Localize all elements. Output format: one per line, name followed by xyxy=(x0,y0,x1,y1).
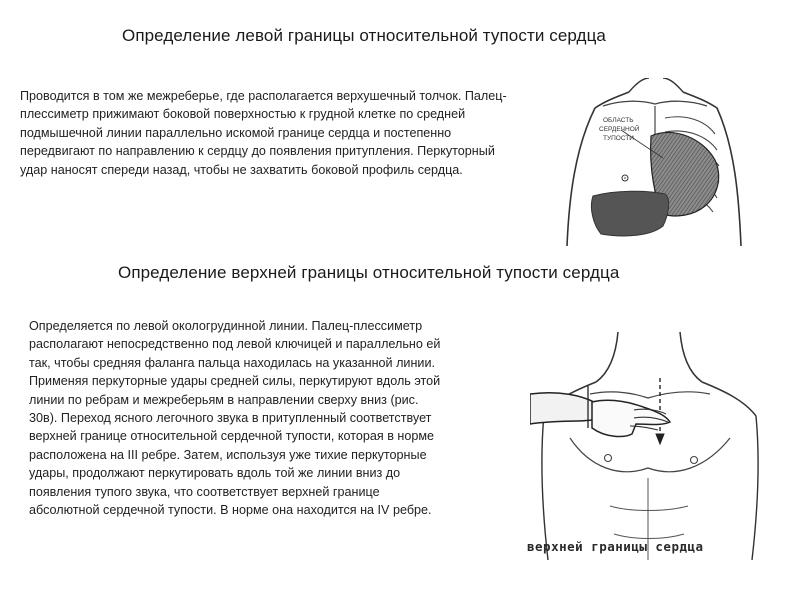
chest-percussion-figure xyxy=(530,328,770,560)
examiner-arm xyxy=(530,393,594,424)
neck-outline xyxy=(629,78,683,92)
title-left-border: Определение левой границы относительной тупости сердца xyxy=(122,26,606,45)
pectoral-outline xyxy=(570,438,730,472)
nipple-right xyxy=(691,457,698,464)
paragraph-left-border: Проводится в том же межреберье, где располагается верхушечный толчок. Палец-плессиметр прижимают боковой поверхностью к грудной клетке по средней подмышечной линии параллельно искомой границе сердца и постепенно передвигают по направлению к сердцу до появления притупления. Перкуторный удар наносят спереди назад, чтобы не захватить боковой профиль сердца. xyxy=(20,89,507,177)
liver-shape xyxy=(591,191,668,236)
figure-caption-upper-border: верхней границы сердца xyxy=(527,539,704,554)
figure-label-line2: СЕРДЕЧНОЙ xyxy=(599,126,640,133)
title-upper-border: Определение верхней границы относительной тупости сердца xyxy=(118,263,620,282)
nipple-left xyxy=(605,455,612,462)
clavicle-line xyxy=(603,101,707,106)
figure-label-line3: ТУПОСТИ xyxy=(603,135,634,142)
figure-label-line1: ОБЛАСТЬ xyxy=(603,117,634,124)
clavicle-line xyxy=(590,392,710,398)
neck-outline xyxy=(596,332,702,382)
chest-heart-dullness-figure xyxy=(555,78,755,246)
paragraph-upper-border: Определяется по левой окологрудинной линии. Палец-плессиметр располагают непосредственно под левой ключицей и параллельно ей так, чтобы средняя фаланга пальца находилась на указанной линии. Применяя перкуторные удары средней силы, перкутируют вдоль этой линии по ребрам и межреберьям в направлении сверху вниз (рис. 30в). Переход ясного легочного звука в притупленный соответствует верхней границе относительной сердечной тупости, которая в норме расположена на III ребре. Затем, используя уже тихие перкуторные удары, продолжают перкутировать вдоль той же линии вниз до появления тупого звука, что соответствует верхней границе абсолютной сердечной тупости. В норме она находится на IV ребре. xyxy=(29,319,441,518)
